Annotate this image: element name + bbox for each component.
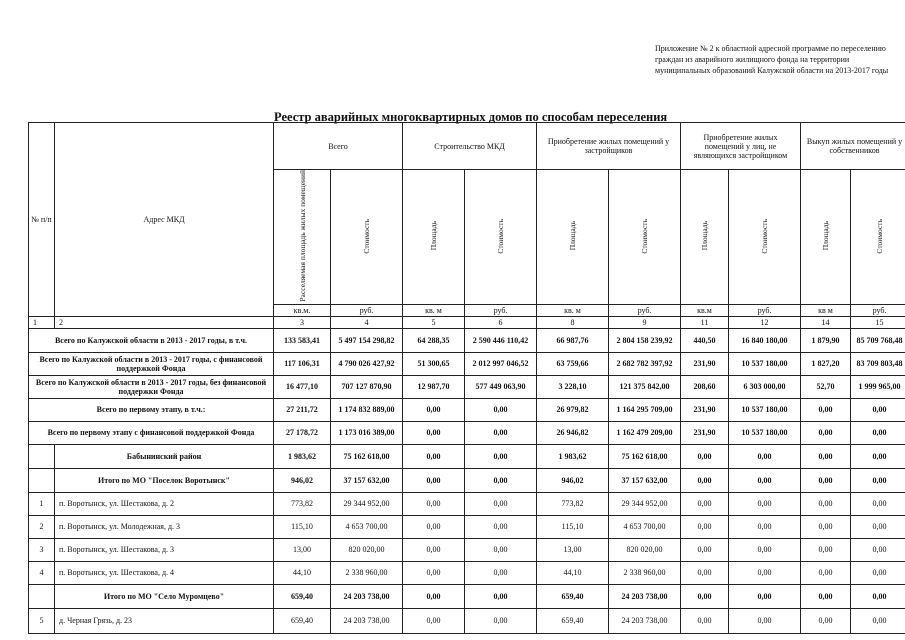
value-cell: 1 983,62 — [537, 444, 609, 468]
value-cell: 10 537 180,00 — [729, 398, 801, 421]
table-row — [29, 421, 905, 444]
row-label: Всего по Калужской области в 2013 - 2017 годы, в т.ч. — [29, 328, 274, 352]
value-cell: 0,00 — [465, 492, 537, 515]
value-cell: 2 338 960,00 — [609, 561, 681, 584]
value-cell: 1 164 295 709,00 — [609, 398, 681, 421]
value-cell: 0,00 — [465, 515, 537, 538]
row-number: 4 — [29, 561, 55, 584]
column-index-cell: 2 — [55, 316, 274, 328]
row-number: 5 — [29, 608, 55, 633]
value-cell: 117 106,31 — [274, 352, 331, 375]
table-row — [29, 538, 905, 561]
value-cell: 5 497 154 298,82 — [331, 328, 403, 352]
value-cell: 0,00 — [403, 515, 465, 538]
value-cell: 0,00 — [729, 515, 801, 538]
value-cell: 0,00 — [681, 468, 729, 492]
column-index-cell: 4 — [331, 316, 403, 328]
value-cell: 0,00 — [801, 492, 851, 515]
value-cell: 0,00 — [403, 468, 465, 492]
row-label: Всего по первому этапу, в т.ч.: — [29, 398, 274, 421]
sub-cost-nondev: Стоимость — [729, 170, 801, 305]
value-cell: 0,00 — [403, 398, 465, 421]
group-nondeveloper-header: Приобретение жилых помещений у лиц, не являющихся застройщиком — [681, 123, 801, 170]
value-cell: 707 127 870,90 — [331, 375, 403, 398]
value-cell: 820 020,00 — [331, 538, 403, 561]
column-index-cell: 9 — [609, 316, 681, 328]
value-cell: 0,00 — [465, 421, 537, 444]
value-cell: 1 879,90 — [801, 328, 851, 352]
value-cell: 2 012 997 046,52 — [465, 352, 537, 375]
value-cell: 10 537 180,00 — [729, 352, 801, 375]
row-number: 2 — [29, 515, 55, 538]
value-cell: 115,10 — [274, 515, 331, 538]
value-cell: 0,00 — [465, 468, 537, 492]
value-cell: 0,00 — [403, 561, 465, 584]
value-cell: 0,00 — [465, 584, 537, 608]
value-cell: 4 653 700,00 — [331, 515, 403, 538]
sub-cost-mkd: Стоимость — [465, 170, 537, 305]
value-cell: 0,00 — [851, 515, 905, 538]
value-cell: 0,00 — [801, 444, 851, 468]
sub-cost-total: Стоимость — [331, 170, 403, 305]
value-cell: 0,00 — [851, 398, 905, 421]
value-cell: 0,00 — [403, 584, 465, 608]
value-cell: 0,00 — [729, 468, 801, 492]
col-address-header: Адрес МКД — [55, 123, 274, 317]
unit-cell: кв. м — [537, 304, 609, 316]
row-address: д. Черная Грязь, д. 23 — [55, 608, 274, 633]
value-cell: 946,02 — [274, 468, 331, 492]
value-cell: 820 020,00 — [609, 538, 681, 561]
value-cell: 27 178,72 — [274, 421, 331, 444]
value-cell: 0,00 — [729, 608, 801, 633]
table-row — [29, 584, 905, 608]
value-cell: 12 987,70 — [403, 375, 465, 398]
value-cell: 0,00 — [851, 538, 905, 561]
value-cell: 2 682 782 397,92 — [609, 352, 681, 375]
value-cell: 208,60 — [681, 375, 729, 398]
value-cell: 0,00 — [851, 444, 905, 468]
value-cell: 0,00 — [681, 444, 729, 468]
value-cell: 0,00 — [403, 538, 465, 561]
value-cell: 75 162 618,00 — [331, 444, 403, 468]
value-cell: 26 979,82 — [537, 398, 609, 421]
column-index-cell: 15 — [851, 316, 905, 328]
value-cell: 83 709 803,48 — [851, 352, 905, 375]
value-cell: 85 709 768,48 — [851, 328, 905, 352]
value-cell: 773,82 — [274, 492, 331, 515]
value-cell: 2 338 960,00 — [331, 561, 403, 584]
row-label: Всего по Калужской области в 2013 - 2017 годы, без финансовой поддержки Фонда — [29, 375, 274, 398]
unit-cell: кв м — [801, 304, 851, 316]
value-cell: 0,00 — [681, 492, 729, 515]
sub-cost-buyout: Стоимость — [851, 170, 905, 305]
column-index-cell: 12 — [729, 316, 801, 328]
group-total-header: Всего — [274, 123, 403, 170]
value-cell: 1 162 479 209,00 — [609, 421, 681, 444]
value-cell: 659,40 — [274, 584, 331, 608]
value-cell: 0,00 — [681, 561, 729, 584]
value-cell: 24 203 738,00 — [331, 584, 403, 608]
column-index-cell: 5 — [403, 316, 465, 328]
table-row — [29, 468, 905, 492]
value-cell: 44,10 — [274, 561, 331, 584]
value-cell: 0,00 — [801, 398, 851, 421]
value-cell: 0,00 — [403, 608, 465, 633]
value-cell: 0,00 — [851, 421, 905, 444]
value-cell: 29 344 952,00 — [609, 492, 681, 515]
sub-area-nondev: Площадь — [681, 170, 729, 305]
value-cell: 37 157 632,00 — [331, 468, 403, 492]
value-cell: 1 999 965,00 — [851, 375, 905, 398]
value-cell: 2 590 446 110,42 — [465, 328, 537, 352]
table-row — [29, 375, 905, 398]
table-row — [29, 444, 905, 468]
page-title: Реестр аварийных многоквартирных домов по способам переселения — [274, 110, 668, 124]
unit-cell: кв. м — [403, 304, 465, 316]
row-label: Всего по Калужской области в 2013 - 2017 годы, с финансовой поддержкой Фонда — [29, 352, 274, 375]
row-label: Всего по первому этапу с финансовой поддержкой Фонда — [29, 421, 274, 444]
row-address: п. Воротынск, ул. Шестакова, д. 2 — [55, 492, 274, 515]
value-cell: 1 827,20 — [801, 352, 851, 375]
sub-area-dev: Площадь — [537, 170, 609, 305]
value-cell: 16 477,10 — [274, 375, 331, 398]
value-cell: 0,00 — [465, 538, 537, 561]
column-index-cell: 1 — [29, 316, 55, 328]
value-cell: 0,00 — [465, 444, 537, 468]
table-row — [29, 352, 905, 375]
value-cell: 1 983,62 — [274, 444, 331, 468]
value-cell: 75 162 618,00 — [609, 444, 681, 468]
unit-cell: руб. — [851, 304, 905, 316]
column-index-cell: 8 — [537, 316, 609, 328]
value-cell: 946,02 — [537, 468, 609, 492]
value-cell: 0,00 — [465, 561, 537, 584]
value-cell: 44,10 — [537, 561, 609, 584]
column-index-cell: 14 — [801, 316, 851, 328]
value-cell: 0,00 — [801, 608, 851, 633]
value-cell: 0,00 — [729, 561, 801, 584]
row-address: Бабынинский район — [55, 444, 274, 468]
row-address: п. Воротынск, ул. Молодежная, д. 3 — [55, 515, 274, 538]
value-cell: 0,00 — [681, 538, 729, 561]
unit-cell: кв.м. — [274, 304, 331, 316]
value-cell: 0,00 — [801, 584, 851, 608]
value-cell: 0,00 — [729, 492, 801, 515]
value-cell: 64 288,35 — [403, 328, 465, 352]
value-cell: 0,00 — [851, 608, 905, 633]
row-number — [29, 444, 55, 468]
value-cell: 6 303 000,00 — [729, 375, 801, 398]
value-cell: 52,70 — [801, 375, 851, 398]
table-row — [29, 328, 905, 352]
value-cell: 121 375 842,00 — [609, 375, 681, 398]
value-cell: 16 840 180,00 — [729, 328, 801, 352]
value-cell: 24 203 738,00 — [609, 584, 681, 608]
value-cell: 231,90 — [681, 398, 729, 421]
value-cell: 10 537 180,00 — [729, 421, 801, 444]
value-cell: 0,00 — [681, 608, 729, 633]
row-number: 1 — [29, 492, 55, 515]
column-index-cell: 6 — [465, 316, 537, 328]
value-cell: 24 203 738,00 — [609, 608, 681, 633]
appendix-note: Приложение № 2 к областной адресной программе по переселению граждан из аварийного жилищного фонда на территории муниципальных образований Калужской области на 2013-2017 годы — [655, 44, 889, 75]
value-cell: 0,00 — [403, 421, 465, 444]
table-row — [29, 515, 905, 538]
value-cell: 0,00 — [729, 538, 801, 561]
column-index-cell: 11 — [681, 316, 729, 328]
value-cell: 1 173 016 389,00 — [331, 421, 403, 444]
sub-area-total: Расселяемая площадь жилых помещений — [274, 170, 331, 305]
row-number — [29, 468, 55, 492]
value-cell: 0,00 — [681, 515, 729, 538]
value-cell: 24 203 738,00 — [331, 608, 403, 633]
value-cell: 4 653 700,00 — [609, 515, 681, 538]
value-cell: 115,10 — [537, 515, 609, 538]
table-row — [29, 561, 905, 584]
value-cell: 3 228,10 — [537, 375, 609, 398]
column-index-cell: 3 — [274, 316, 331, 328]
value-cell: 29 344 952,00 — [331, 492, 403, 515]
sub-area-buyout: Площадь — [801, 170, 851, 305]
value-cell: 27 211,72 — [274, 398, 331, 421]
value-cell: 37 157 632,00 — [609, 468, 681, 492]
value-cell: 66 987,76 — [537, 328, 609, 352]
sub-area-mkd: Площадь — [403, 170, 465, 305]
value-cell: 13,00 — [537, 538, 609, 561]
group-buyout-header: Выкуп жилых помещений у собственников — [801, 123, 905, 170]
table-row — [29, 492, 905, 515]
value-cell: 0,00 — [851, 584, 905, 608]
value-cell: 0,00 — [851, 492, 905, 515]
value-cell: 0,00 — [465, 398, 537, 421]
table-row — [29, 608, 905, 633]
value-cell: 659,40 — [537, 608, 609, 633]
table-row — [29, 398, 905, 421]
unit-cell: руб. — [465, 304, 537, 316]
row-number: 3 — [29, 538, 55, 561]
group-developer-header: Приобретение жилых помещений у застройщиков — [537, 123, 681, 170]
value-cell: 51 300,65 — [403, 352, 465, 375]
value-cell: 659,40 — [537, 584, 609, 608]
col-num-header: № п/п — [29, 123, 55, 317]
value-cell: 4 790 026 427,92 — [331, 352, 403, 375]
value-cell: 0,00 — [403, 444, 465, 468]
value-cell: 773,82 — [537, 492, 609, 515]
value-cell: 63 759,66 — [537, 352, 609, 375]
group-mkd-header: Строительство МКД — [403, 123, 537, 170]
row-address: п. Воротынск, ул. Шестакова, д. 4 — [55, 561, 274, 584]
value-cell: 0,00 — [801, 561, 851, 584]
value-cell: 231,90 — [681, 421, 729, 444]
value-cell: 0,00 — [729, 444, 801, 468]
value-cell: 0,00 — [851, 561, 905, 584]
value-cell: 0,00 — [801, 468, 851, 492]
value-cell: 0,00 — [729, 584, 801, 608]
unit-cell: кв.м — [681, 304, 729, 316]
value-cell: 440,50 — [681, 328, 729, 352]
value-cell: 133 583,41 — [274, 328, 331, 352]
sub-cost-dev: Стоимость — [609, 170, 681, 305]
value-cell: 13,00 — [274, 538, 331, 561]
value-cell: 1 174 832 889,00 — [331, 398, 403, 421]
unit-cell: руб. — [729, 304, 801, 316]
unit-cell: руб. — [331, 304, 403, 316]
value-cell: 659,40 — [274, 608, 331, 633]
value-cell: 577 449 063,90 — [465, 375, 537, 398]
row-number — [29, 584, 55, 608]
registry-table — [28, 122, 905, 634]
value-cell: 0,00 — [801, 538, 851, 561]
value-cell: 0,00 — [681, 584, 729, 608]
value-cell: 26 946,82 — [537, 421, 609, 444]
value-cell: 0,00 — [851, 468, 905, 492]
value-cell: 0,00 — [801, 515, 851, 538]
unit-cell: руб. — [609, 304, 681, 316]
value-cell: 231,90 — [681, 352, 729, 375]
row-address: Итого по МО "Село Муромцево" — [55, 584, 274, 608]
value-cell: 0,00 — [465, 608, 537, 633]
value-cell: 0,00 — [801, 421, 851, 444]
row-address: п. Воротынск, ул. Шестакова, д. 3 — [55, 538, 274, 561]
value-cell: 0,00 — [403, 492, 465, 515]
row-address: Итого по МО "Поселок Воротынск" — [55, 468, 274, 492]
value-cell: 2 804 158 239,92 — [609, 328, 681, 352]
